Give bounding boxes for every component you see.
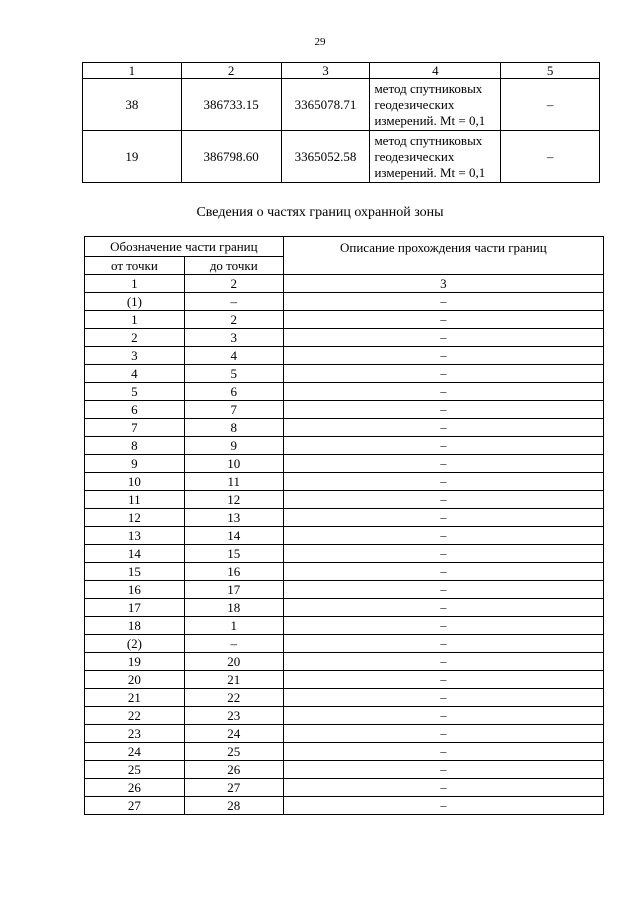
description-cell: – [283,707,603,725]
from-point-cell: 1 [85,311,185,329]
from-point-cell: 17 [85,599,185,617]
to-point-cell: 16 [184,563,283,581]
to-point-cell: 17 [184,581,283,599]
table-row [85,743,604,761]
table-row [83,79,600,131]
table-body [85,293,604,815]
description-cell: – [283,509,603,527]
method-line: метод спутниковых [374,80,483,96]
to-point-cell: – [184,293,283,311]
header-part-designation: Обозначение части границ [85,237,284,257]
description-cell: – [283,563,603,581]
description-cell: – [283,599,603,617]
point-id: 19 [83,131,182,183]
description-cell: – [283,527,603,545]
table-row [85,635,604,653]
table-row [85,473,604,491]
to-point-cell: 20 [184,653,283,671]
coord-x: 386733.15 [181,79,281,131]
from-point-cell: 27 [85,797,185,815]
column-number: 3 [283,275,603,293]
to-point-cell: 14 [184,527,283,545]
from-point-cell: 25 [85,761,185,779]
description-cell: – [283,743,603,761]
table-row [85,689,604,707]
table-row [85,545,604,563]
column-number: 1 [83,63,182,79]
to-point-cell: 1 [184,617,283,635]
boundary-parts-table [84,236,604,815]
to-point-cell: 26 [184,761,283,779]
table-row [85,797,604,815]
header-from-point: от точки [85,257,185,275]
table-row [83,131,600,183]
to-point-cell: 24 [184,725,283,743]
table-row [85,761,604,779]
table-row [85,383,604,401]
to-point-cell: – [184,635,283,653]
to-point-cell: 5 [184,365,283,383]
table-header-row [85,237,604,257]
method-line: геодезических [374,148,455,164]
description-cell: – [283,347,603,365]
from-point-cell: 13 [85,527,185,545]
column-number: 2 [181,63,281,79]
method-line: метод спутниковых [374,132,483,148]
from-point-cell: 19 [85,653,185,671]
from-point-cell: 16 [85,581,185,599]
to-point-cell: 28 [184,797,283,815]
from-point-cell: 15 [85,563,185,581]
to-point-cell: 7 [184,401,283,419]
column-number: 1 [85,275,185,293]
column-number: 5 [501,63,600,79]
description-cell: – [283,797,603,815]
from-point-cell: 24 [85,743,185,761]
to-point-cell: 8 [184,419,283,437]
note-cell: – [501,131,600,183]
table-row [85,527,604,545]
from-point-cell: 9 [85,455,185,473]
description-cell: – [283,383,603,401]
section-heading: Сведения о частях границ охранной зоны [196,205,444,220]
from-point-cell: 3 [85,347,185,365]
description-cell: – [283,779,603,797]
to-point-cell: 13 [184,509,283,527]
table-row [85,311,604,329]
table-row [85,653,604,671]
table-row [85,725,604,743]
method-description [370,131,501,183]
to-point-cell: 25 [184,743,283,761]
table-row [85,365,604,383]
from-point-cell: 4 [85,365,185,383]
to-point-cell: 6 [184,383,283,401]
description-cell: – [283,761,603,779]
from-point-cell: 21 [85,689,185,707]
column-number: 4 [370,63,501,79]
table-row [85,671,604,689]
from-point-cell: 12 [85,509,185,527]
table-row [85,401,604,419]
to-point-cell: 15 [184,545,283,563]
description-cell: – [283,437,603,455]
description-cell: – [283,473,603,491]
table-row [85,707,604,725]
to-point-cell: 18 [184,599,283,617]
to-point-cell: 3 [184,329,283,347]
description-cell: – [283,545,603,563]
table-row [85,437,604,455]
table-row [85,347,604,365]
table-row [85,563,604,581]
to-point-cell: 22 [184,689,283,707]
description-cell: – [283,635,603,653]
description-cell: – [283,725,603,743]
coord-y: 3365078.71 [281,79,370,131]
from-point-cell: 2 [85,329,185,347]
description-cell: – [283,401,603,419]
description-cell: – [283,689,603,707]
table-header-row [83,63,600,79]
description-cell: – [283,653,603,671]
method-line: геодезических [374,96,455,112]
from-point-cell: 7 [85,419,185,437]
method-line: измерений. Mt = 0,1 [374,112,486,128]
coordinates-table [82,62,600,183]
table-row [85,617,604,635]
description-cell: – [283,671,603,689]
table-row [85,599,604,617]
description-cell: – [283,311,603,329]
table-row [85,455,604,473]
from-point-cell: (1) [85,293,185,311]
table-row [85,491,604,509]
from-point-cell: 20 [85,671,185,689]
table-row [85,419,604,437]
to-point-cell: 27 [184,779,283,797]
column-number: 2 [184,275,283,293]
from-point-cell: 8 [85,437,185,455]
column-number: 3 [281,63,370,79]
table-row [85,509,604,527]
from-point-cell: 14 [85,545,185,563]
method-description [370,79,501,131]
description-cell: – [283,581,603,599]
description-cell: – [283,617,603,635]
note-cell: – [501,79,600,131]
from-point-cell: 23 [85,725,185,743]
table-row [85,329,604,347]
point-id: 38 [83,79,182,131]
page-number: 29 [314,36,326,48]
to-point-cell: 21 [184,671,283,689]
to-point-cell: 11 [184,473,283,491]
to-point-cell: 2 [184,311,283,329]
column-number-row [85,275,604,293]
table-row [85,779,604,797]
table-row [85,293,604,311]
table-row [85,581,604,599]
from-point-cell: 10 [85,473,185,491]
from-point-cell: 22 [85,707,185,725]
from-point-cell: 6 [85,401,185,419]
to-point-cell: 10 [184,455,283,473]
to-point-cell: 23 [184,707,283,725]
description-cell: – [283,329,603,347]
description-cell: – [283,419,603,437]
to-point-cell: 4 [184,347,283,365]
method-line: измерений. Mt = 0,1 [374,164,486,180]
coord-y: 3365052.58 [281,131,370,183]
from-point-cell: 5 [85,383,185,401]
header-to-point: до точки [184,257,283,275]
to-point-cell: 9 [184,437,283,455]
to-point-cell: 12 [184,491,283,509]
from-point-cell: 26 [85,779,185,797]
coord-x: 386798.60 [181,131,281,183]
description-cell: – [283,455,603,473]
from-point-cell: 18 [85,617,185,635]
from-point-cell: (2) [85,635,185,653]
description-cell: – [283,365,603,383]
description-cell: – [283,491,603,509]
from-point-cell: 11 [85,491,185,509]
description-cell: – [283,293,603,311]
header-description: Описание прохождения части границ [283,237,603,275]
